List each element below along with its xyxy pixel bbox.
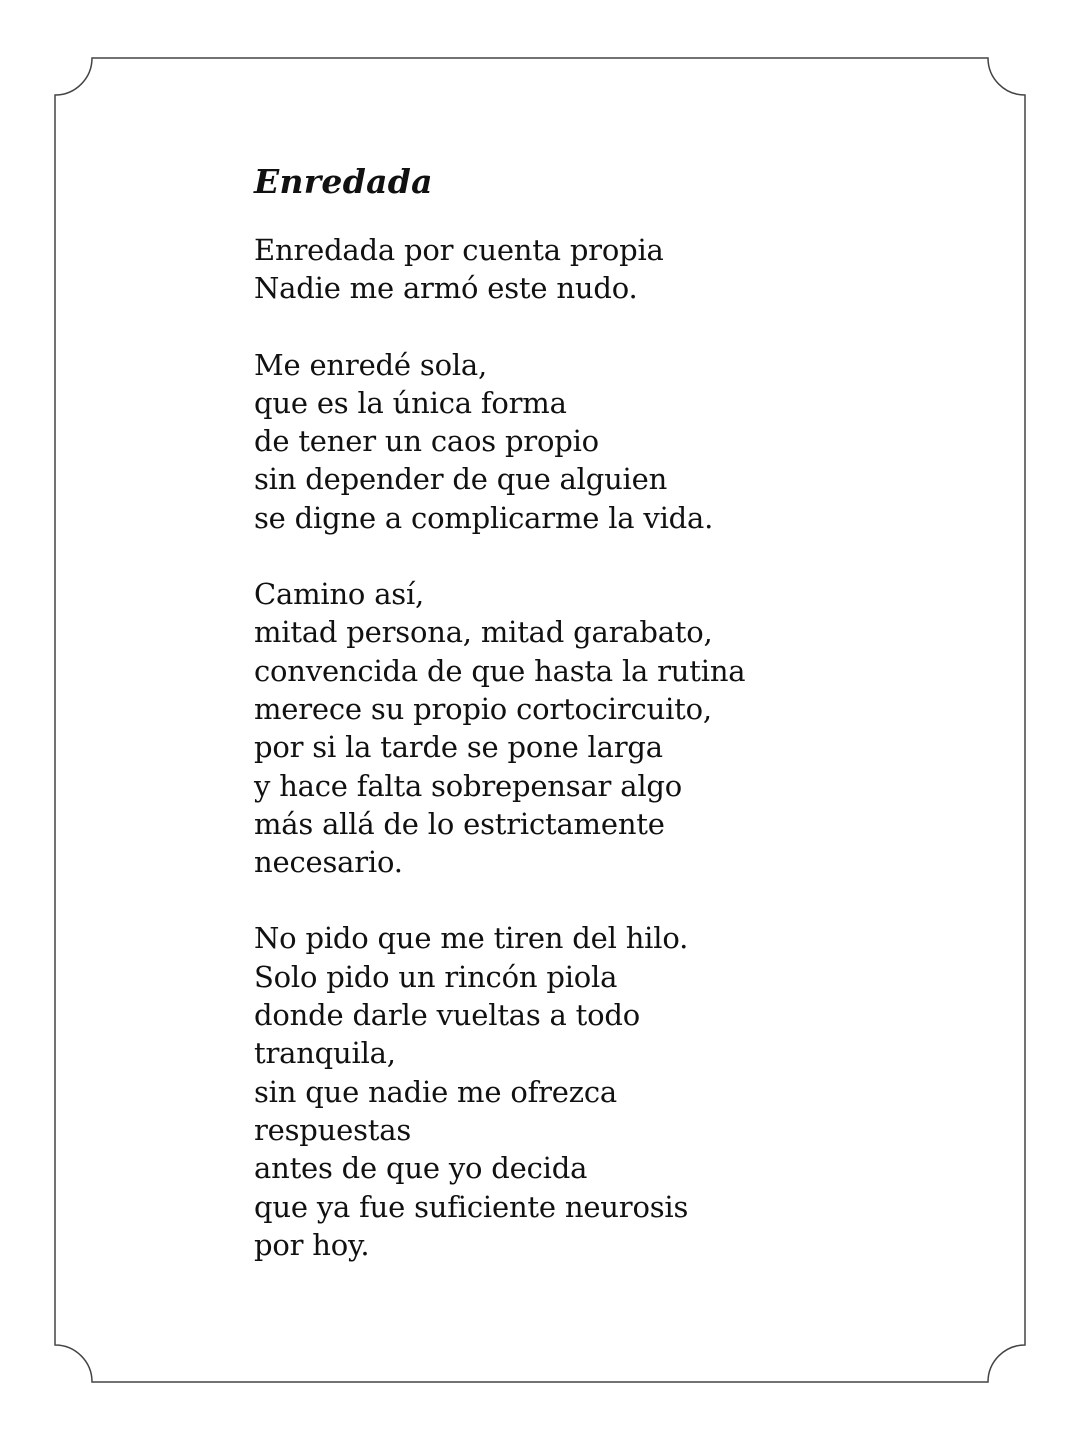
poem-line: necesario. — [254, 845, 403, 880]
poem-line: donde darle vueltas a todo — [254, 998, 641, 1033]
poem-line: antes de que yo decida — [254, 1151, 588, 1186]
poem-line: se digne a complicarme la vida. — [254, 500, 714, 535]
poem-line: tranquila, — [254, 1036, 396, 1071]
poem-line: No pido que me tiren del hilo. — [254, 921, 689, 956]
poem-line: sin depender de que alguien — [254, 462, 668, 497]
poem-line: Camino así, — [254, 577, 425, 612]
poem-line: que es la única forma — [254, 385, 567, 420]
poem-line: convencida de que hasta la rutina — [254, 653, 746, 688]
stanza-2 — [254, 346, 854, 537]
poem-line: sin que nadie me ofrezca — [254, 1074, 617, 1109]
poem-title: Enredada — [254, 162, 433, 201]
poem-line: mitad persona, mitad garabato, — [254, 615, 713, 650]
poem-line: Enredada por cuenta propia — [254, 233, 664, 267]
poem-line: de tener un caos propio — [254, 424, 599, 459]
poem-line: más allá de lo estrictamente — [254, 806, 665, 841]
poem-line: por si la tarde se pone larga — [254, 730, 663, 765]
poem-line: Nadie me armó este nudo. — [254, 271, 638, 306]
poem — [254, 158, 854, 1302]
poem-line: Solo pido un rincón piola — [254, 959, 618, 994]
stanza-4 — [254, 919, 854, 1264]
poem-line: por hoy. — [254, 1227, 370, 1262]
poem-line: que ya fue suficiente neurosis — [254, 1189, 689, 1224]
stanza-3 — [254, 575, 854, 881]
poem-line: Me enredé sola, — [254, 347, 488, 382]
stanza-1 — [254, 231, 854, 308]
poem-line: merece su propio cortocircuito, — [254, 691, 712, 726]
poem-line: respuestas — [254, 1112, 412, 1147]
poem-line: y hace falta sobrepensar algo — [254, 768, 683, 803]
